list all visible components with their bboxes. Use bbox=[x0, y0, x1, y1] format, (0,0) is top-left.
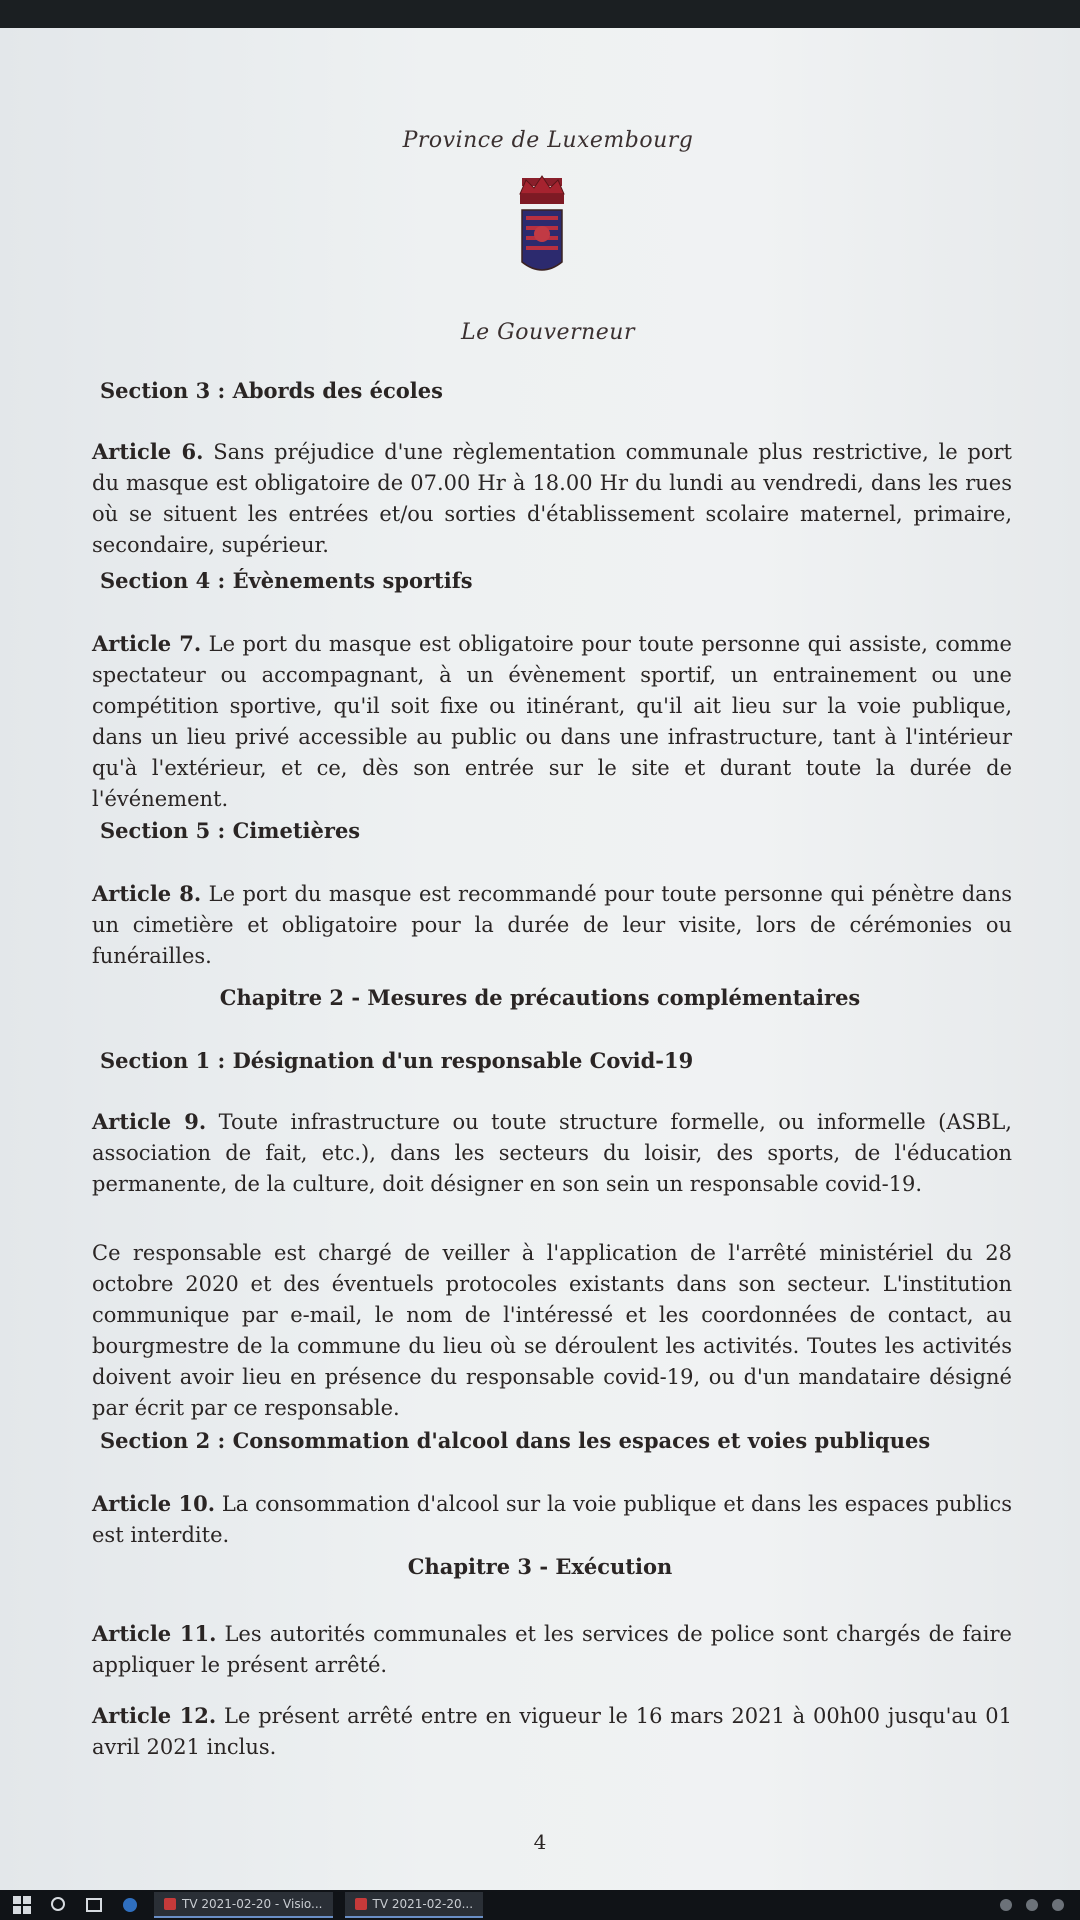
section-5-title: Section 5 : Cimetières bbox=[100, 818, 361, 843]
article-8-text: Le port du masque est recommandé pour toute personne qui pénètre dans un cimetière et obligatoire pour la durée de leur visite, lors de cérémonies ou funérailles. bbox=[92, 882, 1012, 968]
section-3-title: Section 3 : Abords des écoles bbox=[100, 378, 443, 403]
article-11-label: Article 11. bbox=[92, 1621, 217, 1646]
article-7-label: Article 7. bbox=[92, 631, 202, 656]
taskbar bbox=[0, 1890, 1080, 1920]
app-1-icon bbox=[164, 1898, 176, 1910]
gouverneur-signature: Le Gouverneur bbox=[461, 320, 635, 345]
search-icon[interactable] bbox=[46, 1894, 70, 1916]
chapter-3-title: Chapitre 3 - Exécution bbox=[407, 1554, 673, 1579]
system-tray bbox=[1000, 1899, 1080, 1911]
article-9 bbox=[92, 1106, 1012, 1200]
task-view-icon[interactable] bbox=[82, 1894, 106, 1916]
chapter-2-section-1-title: Section 1 : Désignation d'un responsable Covid-19 bbox=[100, 1048, 694, 1073]
article-9-label: Article 9. bbox=[92, 1109, 207, 1134]
article-11-text: Les autorités communales et les services de police sont chargés de faire appliquer le présent arrêté. bbox=[92, 1622, 1012, 1677]
province-header: Province de Luxembourg bbox=[402, 128, 694, 153]
article-6 bbox=[92, 436, 1012, 561]
article-12-label: Article 12. bbox=[92, 1703, 217, 1728]
article-10-text: La consommation d'alcool sur la voie publique et dans les espaces publics est interdite. bbox=[92, 1492, 1012, 1547]
article-6-text: Sans préjudice d'une règlementation communale plus restrictive, le port du masque est obligatoire de 07.00 Hr à 18.00 Hr du lundi au vendredi, dans les rues où se situent les entrées et/ou sorties d'établissement scolaire maternel, primaire, secondaire, supérieur. bbox=[92, 440, 1012, 557]
article-8 bbox=[92, 878, 1012, 972]
network-icon[interactable] bbox=[1000, 1899, 1012, 1911]
taskbar-app-2-label: TV 2021-02-20... bbox=[372, 1897, 474, 1911]
article-10-label: Article 10. bbox=[92, 1491, 216, 1516]
page-number: 4 bbox=[533, 1830, 547, 1854]
taskbar-app-1[interactable] bbox=[154, 1892, 333, 1918]
app-2-icon bbox=[355, 1898, 367, 1910]
article-12-text: Le présent arrêté entre en vigueur le 16 mars 2021 à 00h00 jusqu'au 01 avril 2021 inclus. bbox=[92, 1704, 1012, 1759]
browser-icon[interactable] bbox=[118, 1894, 142, 1916]
windows-start-icon[interactable] bbox=[10, 1894, 34, 1916]
article-12 bbox=[92, 1700, 1012, 1763]
article-7 bbox=[92, 628, 1012, 815]
article-6-label: Article 6. bbox=[92, 439, 204, 464]
section-4-title: Section 4 : Évènements sportifs bbox=[100, 568, 473, 593]
language-icon[interactable] bbox=[1052, 1899, 1064, 1911]
article-7-text: Le port du masque est obligatoire pour toute personne qui assiste, comme spectateur ou accompagnant, à un évènement sportif, un entrainement ou une compétition sportive, qu'il soit fixe ou itinérant, qu'il ait lieu sur la voie publique, dans un lieu privé accessible au public ou dans une infrastructure, tant à l'intérieur qu'à l'extérieur, et ce, dès son entrée sur le site et durant toute la durée de l'événement. bbox=[92, 632, 1012, 811]
chapter-2-title: Chapitre 2 - Mesures de précautions complémentaires bbox=[219, 985, 861, 1010]
article-10 bbox=[92, 1488, 1012, 1551]
article-9-paragraph-2: Ce responsable est chargé de veiller à l'application de l'arrêté ministériel du 28 octobre 2020 et des éventuels protocoles existants dans son secteur. L'institution communique par e-mail, le nom de l'intéressé et les coordonnées de contact, au bourgmestre de la commune du lieu où se déroulent les activités. Toutes les activités doivent avoir lieu en présence du responsable covid-19, ou d'un mandataire désigné par écrit par ce responsable. bbox=[92, 1241, 1012, 1420]
coat-of-arms-icon bbox=[512, 170, 572, 288]
volume-icon[interactable] bbox=[1026, 1899, 1038, 1911]
article-11 bbox=[92, 1618, 1012, 1681]
document-page bbox=[0, 28, 1080, 1890]
chapter-2-section-2-title: Section 2 : Consommation d'alcool dans les espaces et voies publiques bbox=[100, 1428, 931, 1453]
taskbar-app-1-label: TV 2021-02-20 - Visio... bbox=[182, 1897, 323, 1911]
taskbar-app-2[interactable] bbox=[345, 1892, 484, 1918]
article-8-label: Article 8. bbox=[92, 881, 202, 906]
article-9-text: Toute infrastructure ou toute structure formelle, ou informelle (ASBL, association de fait, etc.), dans les secteurs du loisir, des sports, de l'éducation permanente, de la culture, doit désigner en son sein un responsable covid-19. bbox=[92, 1110, 1012, 1196]
